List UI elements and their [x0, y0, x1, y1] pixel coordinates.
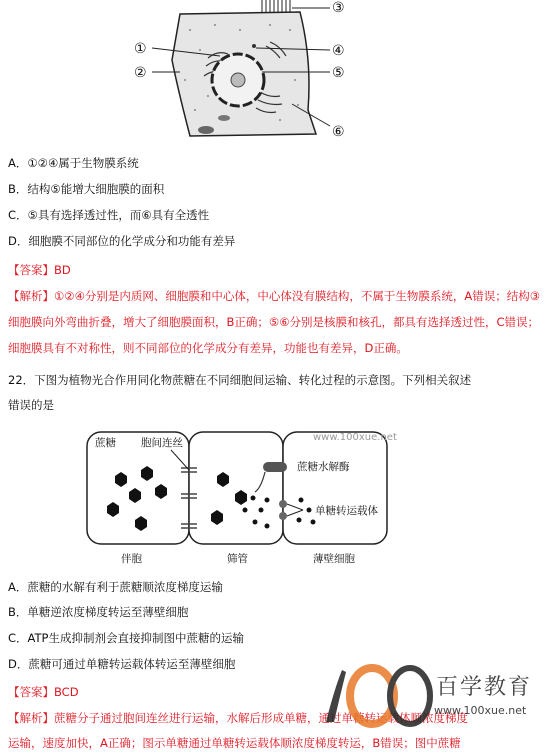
- label-1: ①: [134, 41, 147, 57]
- q21-option-b: B．结构⑤能增大细胞膜的面积: [8, 182, 165, 196]
- q21-option-c: C．⑤具有选择透过性，而⑥具有全透性: [8, 208, 210, 222]
- q22-option-b: B．单糖逆浓度梯度转运至薄壁细胞: [8, 605, 189, 619]
- logo-text: 百学教育: [436, 675, 533, 700]
- nucleolus: [231, 73, 245, 87]
- label-companion-cell: 伴胞: [121, 553, 142, 565]
- sucrose-transport-figure: [85, 428, 405, 570]
- label-6: ⑥: [332, 124, 345, 140]
- label-4: ④: [332, 43, 345, 59]
- label-sucrase: 蔗糖水解酶: [297, 461, 350, 473]
- label-sieve-tube: 筛管: [227, 553, 248, 565]
- q21-option-d: D．细胞膜不同部位的化学成分和功能有差异: [8, 234, 236, 248]
- q21-answer: 【答案】BD: [8, 263, 71, 277]
- q21-explanation-line-2: 细胞膜向外弯曲折叠，增大了细胞膜面积，B正确；⑤⑥分别是核膜和核孔，都具有选择透过性，C错误；: [8, 315, 540, 329]
- microvilli: [262, 0, 290, 12]
- label-5: ⑤: [332, 65, 345, 81]
- mitochondrion: [218, 115, 230, 121]
- sucrase-enzyme: [263, 462, 287, 472]
- q22-stem-line-1: 22．下图为植物光合作用同化物蔗糖在不同细胞间运输、转化过程的示意图。下列相关叙述: [8, 373, 472, 387]
- centrosome: [252, 44, 256, 48]
- q22-explanation-line-1: 【解析】蔗糖分子通过胞间连丝进行运输，水解后形成单糖，通过单糖转运载体顺浓度梯度: [8, 711, 468, 725]
- label-carrier: 单糖转运载体: [315, 505, 378, 517]
- figure-watermark: www.100xue.net: [313, 432, 397, 443]
- logo-url: www.100xue.net: [434, 704, 527, 717]
- q22-option-d: D．蔗糖可通过单糖转运载体转运至薄壁细胞: [8, 657, 236, 671]
- parenchyma-cell: [283, 432, 387, 544]
- q22-answer: 【答案】BCD: [8, 685, 79, 699]
- q21-explanation-line-3: 细胞膜具有不对称性，则不同部位的化学成分有差异，功能也有差异，D正确。: [8, 341, 408, 355]
- watermark-logo: [316, 660, 552, 730]
- q21-explanation-line-1: 【解析】①②④分别是内质网、细胞膜和中心体，中心体没有膜结构，不属于生物膜系统，A错误；结构③: [8, 289, 541, 303]
- cell-structure-figure: [120, 0, 360, 150]
- q22-stem-line-2: 错误的是: [8, 398, 54, 412]
- label-parenchyma: 薄壁细胞: [313, 553, 355, 565]
- q21-option-a: A．①②④属于生物膜系统: [8, 156, 139, 170]
- label-plasmodesmata: 胞间连丝: [141, 437, 183, 449]
- label-3: ③: [332, 0, 345, 16]
- q22-option-a: A．蔗糖的水解有利于蔗糖顺浓度梯度运输: [8, 580, 223, 594]
- q22-option-c: C．ATP生成抑制剂会直接抑制图中蔗糖的运输: [8, 631, 244, 645]
- label-sucrose: 蔗糖: [95, 437, 116, 449]
- label-2: ②: [134, 65, 147, 81]
- mitochondrion: [198, 126, 214, 134]
- q22-explanation-line-2: 运输，速度加快，A正确；图示单糖通过单糖转运载体顺浓度梯度转运，B错误；图中蔗糖: [8, 736, 461, 750]
